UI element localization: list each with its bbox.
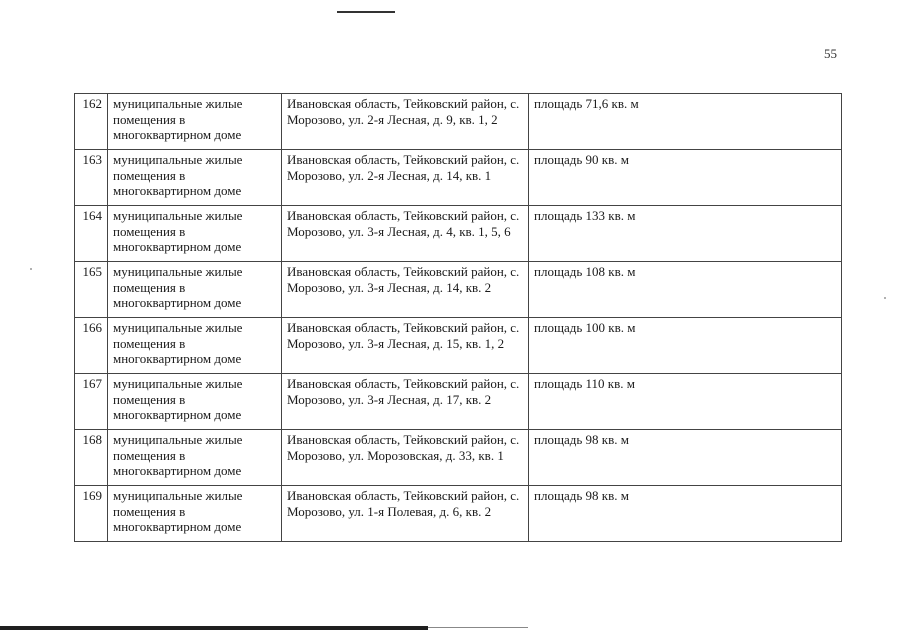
property-address: Ивановская область, Тейковский район, с. Морозово, ул. 3-я Лесная, д. 14, кв. 2 (282, 262, 529, 318)
row-number: 169 (75, 486, 108, 542)
property-area: площадь 110 кв. м (529, 374, 842, 430)
property-name: муниципальные жилые помещения в многоквартирном доме (108, 262, 282, 318)
row-number: 167 (75, 374, 108, 430)
bottom-scan-edge (0, 626, 428, 630)
property-address: Ивановская область, Тейковский район, с. Морозово, ул. 1-я Полевая, д. 6, кв. 2 (282, 486, 529, 542)
property-name: муниципальные жилые помещения в многоквартирном доме (108, 150, 282, 206)
table-row (75, 430, 842, 486)
page-number: 55 (824, 46, 837, 61)
property-area: площадь 108 кв. м (529, 262, 842, 318)
row-number: 166 (75, 318, 108, 374)
row-number: 164 (75, 206, 108, 262)
property-name: муниципальные жилые помещения в многоквартирном доме (108, 94, 282, 150)
row-number: 162 (75, 94, 108, 150)
property-name: муниципальные жилые помещения в многоквартирном доме (108, 374, 282, 430)
table-row (75, 486, 842, 542)
property-name: муниципальные жилые помещения в многоквартирном доме (108, 486, 282, 542)
bottom-scan-edge-thin (428, 627, 528, 628)
property-address: Ивановская область, Тейковский район, с. Морозово, ул. 3-я Лесная, д. 17, кв. 2 (282, 374, 529, 430)
property-area: площадь 98 кв. м (529, 486, 842, 542)
property-area: площадь 100 кв. м (529, 318, 842, 374)
top-rule-line (337, 11, 395, 13)
property-area: площадь 133 кв. м (529, 206, 842, 262)
table-row (75, 94, 842, 150)
property-area: площадь 71,6 кв. м (529, 94, 842, 150)
property-registry-table (74, 93, 842, 542)
property-area: площадь 90 кв. м (529, 150, 842, 206)
scan-speck (884, 297, 886, 299)
row-number: 163 (75, 150, 108, 206)
property-name: муниципальные жилые помещения в многоквартирном доме (108, 318, 282, 374)
property-area: площадь 98 кв. м (529, 430, 842, 486)
property-address: Ивановская область, Тейковский район, с. Морозово, ул. Морозовская, д. 33, кв. 1 (282, 430, 529, 486)
property-address: Ивановская область, Тейковский район, с. Морозово, ул. 2-я Лесная, д. 9, кв. 1, 2 (282, 94, 529, 150)
property-name: муниципальные жилые помещения в многоквартирном доме (108, 206, 282, 262)
table-row (75, 262, 842, 318)
row-number: 165 (75, 262, 108, 318)
table-row (75, 318, 842, 374)
table-row (75, 206, 842, 262)
property-address: Ивановская область, Тейковский район, с. Морозово, ул. 2-я Лесная, д. 14, кв. 1 (282, 150, 529, 206)
property-address: Ивановская область, Тейковский район, с. Морозово, ул. 3-я Лесная, д. 4, кв. 1, 5, 6 (282, 206, 529, 262)
table-row (75, 150, 842, 206)
table-row (75, 374, 842, 430)
scan-speck (30, 268, 32, 270)
property-address: Ивановская область, Тейковский район, с. Морозово, ул. 3-я Лесная, д. 15, кв. 1, 2 (282, 318, 529, 374)
property-name: муниципальные жилые помещения в многоквартирном доме (108, 430, 282, 486)
row-number: 168 (75, 430, 108, 486)
